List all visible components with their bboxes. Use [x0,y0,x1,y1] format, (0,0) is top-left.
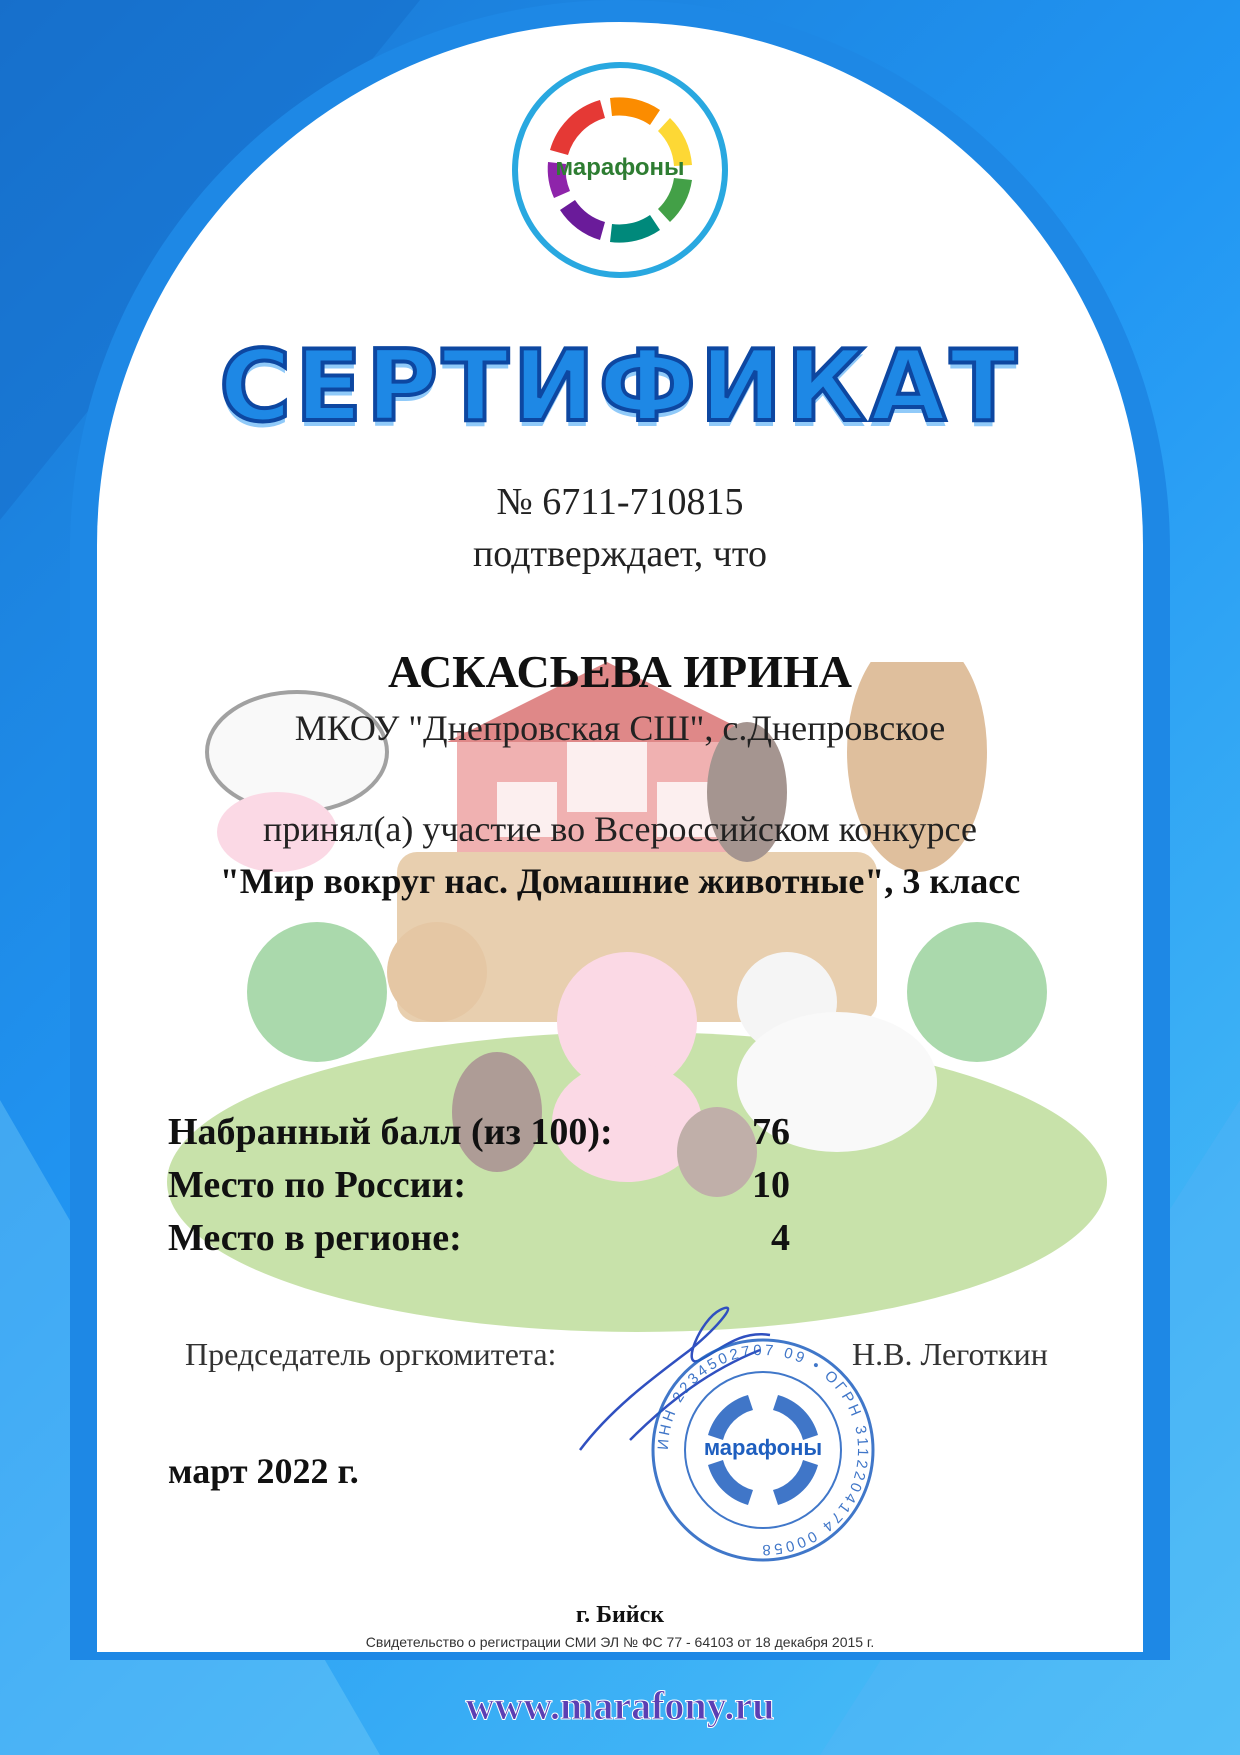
organization-stamp [648,1335,878,1565]
certificate-date: март 2022 г. [168,1451,359,1491]
website-link[interactable]: www.marafony.ru [465,1683,775,1728]
registration-license: Свидетельство о регистрации СМИ ЭЛ № ФС 77 - 64103 от 18 декабря 2015 г. [365,1634,875,1650]
participant-school: МКОУ "Днепровская СШ", с.Днепровское [294,708,946,748]
chairman-role: Председатель оргкомитета: [185,1336,557,1372]
stamp-ring-text: ИНН 2234502707 09 • ОГРН 3112204174 00058 [654,1341,872,1559]
certificate-title: СЕРТИФИКАТ [219,330,1021,444]
participation-text: принял(а) участие во Всероссийском конкурсе [263,809,977,849]
region-place-value: 4 [771,1217,790,1259]
contest-name: "Мир вокруг нас. Домашние животные", 3 класс [219,861,1021,901]
score-label: Набранный балл (из 100): [168,1111,613,1153]
logo-text: марафоны [555,154,685,181]
score-value: 76 [752,1111,790,1153]
certificate-number: № 6711-710815 [496,481,744,523]
stamp-text: марафоны [703,1435,823,1460]
city: г. Бийск [575,1602,665,1628]
region-place-label: Место в регионе: [168,1217,462,1259]
chairman-name: Н.В. Леготкин [852,1336,1048,1372]
russia-place-value: 10 [752,1164,790,1206]
russia-place-label: Место по России: [168,1164,467,1206]
participant-name: АСКАСЬЕВА ИРИНА [388,646,852,697]
marafony-logo [512,62,728,278]
confirms-text: подтверждает, что [472,533,768,575]
